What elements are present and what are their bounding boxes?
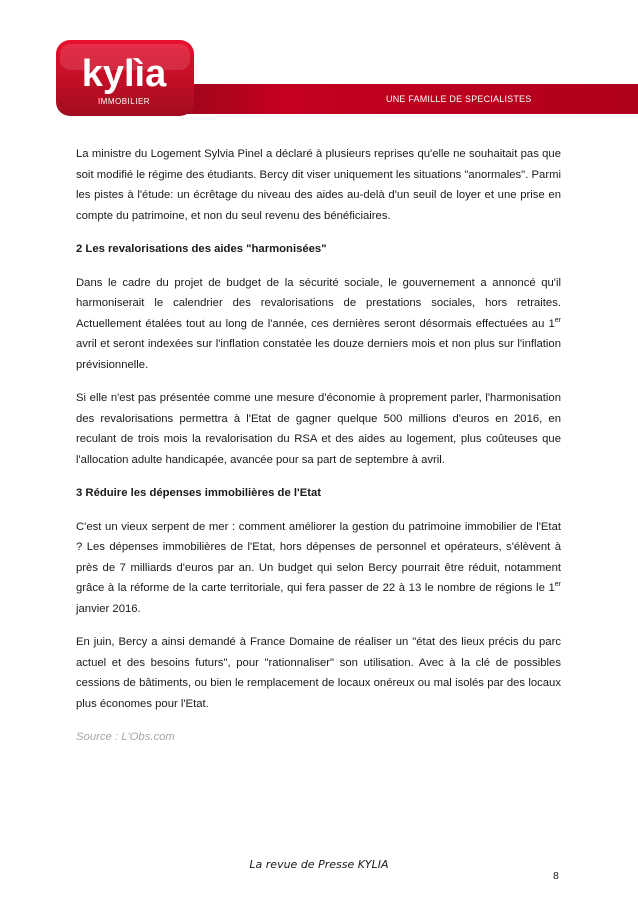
paragraph-4: C'est un vieux serpent de mer : comment améliorer la gestion du patrimoine immobilier de l'Etat ? Les dépenses immobilières de l'Etat, hors dépenses de personnel et opérateurs, s'élèvent à près de 7 milliards d'euros par an. Un budget qui selon Bercy pourrait être réduit, notamment grâce à la réforme de la carte territoriale, qui fera passer de 22 à 13 le nombre de régions le 1er janvier 2016. (76, 520, 561, 615)
paragraph-3: Si elle n'est pas présentée comme une mesure d'économie à proprement parler, l'harmonisation des revalorisations permettra à l'Etat de gagner quelque 500 millions d'euros en 2016, en reculant de trois mois la revalorisation du RSA et des aides au logement, plus coûteuses que l'allocation adulte handicapée, avancée pour sa part de septembre à avril. (76, 392, 561, 466)
kylia-logo-banner (0, 0, 638, 124)
header-tagline: UNE FAMILLE DE SPECIALISTES (386, 94, 532, 104)
paragraph-1: La ministre du Logement Sylvia Pinel a déclaré à plusieurs reprises qu'elle ne souhaitait pas que soit modifié le régime des étudiants. Bercy dit viser uniquement les situations "anormales". Parmi les pistes à l'étude: un écrêtage du niveau des aides au-delà d'un seuil de loyer et une prise en compte du patrimoine, et non du seul revenu des bénéficiaires. (76, 148, 561, 222)
section-heading-2: 2 Les revalorisations des aides "harmonisées" (76, 243, 327, 255)
source-credit: Source : L'Obs.com (76, 731, 175, 743)
logo-subtitle: IMMOBILIER (97, 97, 151, 106)
section-heading-3: 3 Réduire les dépenses immobilières de l'Etat (76, 487, 322, 499)
page-header (0, 0, 638, 124)
footer-title: La revue de Presse KYLIA (249, 858, 389, 871)
paragraph-5: En juin, Bercy a ainsi demandé à France Domaine de réaliser un "état des lieux précis du parc actuel et des besoins futurs", pour "rationnaliser" son utilisation. Avec à la clé de possibles cessions de bâtiments, ou bien le remplacement de locaux onéreux ou mal isolés par des locaux plus économes pour l'Etat. (76, 636, 561, 710)
paragraph-2: Dans le cadre du projet de budget de la sécurité sociale, le gouvernement a annoncé qu'il harmoniserait le calendrier des revalorisations de prestations sociales, hors retraites. Actuellement étalées tout au long de l'année, ces dernières seront désormais effectuées au 1er avril et seront indexées sur l'inflation constatée les douze derniers mois et non plus sur l'inflation prévisionnelle. (76, 276, 561, 371)
article-body (76, 144, 561, 761)
page-number: 8 (553, 870, 559, 882)
logo-wordmark: kylìa (81, 53, 167, 95)
